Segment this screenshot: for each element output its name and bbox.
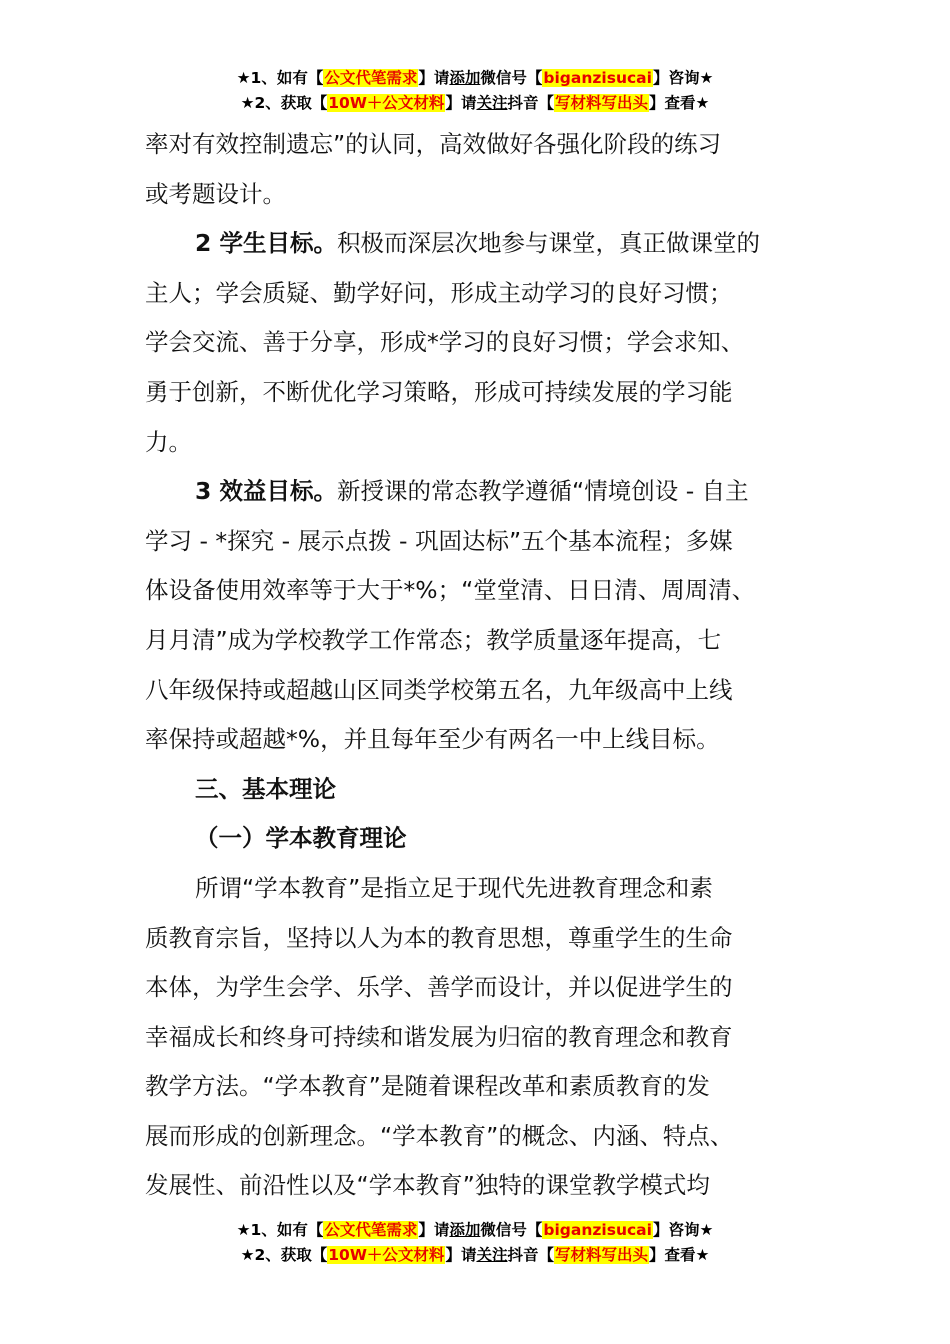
banner-highlight: 公文代笔需求 — [324, 69, 418, 87]
document-body — [145, 120, 810, 1211]
text-line: 发展性、前沿性以及“学本教育”独特的课堂教学模式均 — [145, 1171, 710, 1200]
banner-line-1 — [0, 1218, 950, 1243]
banner-text: 】咨询★ — [652, 69, 714, 87]
banner-text: ★2、获取【 — [240, 94, 328, 112]
text-line: 所谓“学本教育”是指立足于现代先进教育理念和素 — [195, 873, 713, 902]
banner-underline: 关注 — [476, 1246, 508, 1264]
text-line: 勇于创新，不断优化学习策略，形成可持续发展的学习能 — [145, 377, 733, 406]
text-line: 体设备使用效率等于大于*%；“堂堂清、日日清、周周清、 — [145, 576, 756, 605]
banner-text: 】请 — [418, 1221, 450, 1239]
banner-text: 】查看★ — [649, 94, 710, 112]
banner-highlight: 写材料写出头 — [554, 94, 648, 112]
banner-text: 微信号【 — [480, 69, 543, 87]
text-line: 八年级保持或超越山区同类学校第五名，九年级高中上线 — [145, 675, 733, 704]
text-line: 或考题设计。 — [145, 179, 286, 208]
banner-highlight: 公文代笔需求 — [324, 1221, 418, 1239]
banner-highlight: biganzisucai — [543, 1221, 652, 1239]
banner-line-1 — [0, 66, 950, 91]
bottom-banner — [0, 1218, 950, 1268]
banner-text: ★2、获取【 — [240, 1246, 328, 1264]
text-line: 月月清”成为学校教学工作常态；教学质量逐年提高，七 — [145, 625, 722, 654]
banner-highlight: 写材料写出头 — [554, 1246, 648, 1264]
banner-highlight: biganzisucai — [543, 69, 652, 87]
text-line — [145, 219, 810, 269]
heading-basic-theory: 三、基本理论 — [195, 774, 336, 803]
banner-line-2 — [0, 1243, 950, 1268]
banner-text: 抖音【 — [507, 94, 554, 112]
banner-text: 】请 — [418, 69, 450, 87]
banner-text: ★1、如有【 — [236, 69, 324, 87]
banner-line-2 — [0, 91, 950, 116]
banner-text: ★1、如有【 — [236, 1221, 324, 1239]
heading-xueben-theory: （一）学本教育理论 — [195, 824, 407, 853]
banner-highlight: 10W＋公文材料 — [328, 1246, 445, 1264]
top-banner — [0, 66, 950, 116]
text-line — [145, 467, 810, 517]
banner-text: 】咨询★ — [652, 1221, 714, 1239]
text-line: 率保持或超越*%，并且每年至少有两名一中上线目标。 — [145, 725, 720, 754]
banner-highlight: 10W＋公文材料 — [328, 94, 445, 112]
text-line: 展而形成的创新理念。“学本教育”的概念、内涵、特点、 — [145, 1121, 734, 1150]
banner-text: 微信号【 — [480, 1221, 543, 1239]
banner-text: 抖音【 — [507, 1246, 554, 1264]
text-line: 主人；学会质疑、勤学好问，形成主动学习的良好习惯； — [145, 278, 733, 307]
subsection-heading — [145, 814, 810, 864]
text-line: 幸福成长和终身可持续和谐发展为归宿的教育理念和教育 — [145, 1022, 733, 1051]
banner-text: 】查看★ — [649, 1246, 710, 1264]
paragraph-xueben-definition — [145, 864, 810, 1211]
paragraph-continuation — [145, 120, 810, 219]
banner-underline: 关注 — [476, 94, 508, 112]
text-line: 学会交流、善于分享，形成*学习的良好习惯；学会求知、 — [145, 328, 745, 357]
text-line: 教学方法。“学本教育”是随着课程改革和素质教育的发 — [145, 1072, 710, 1101]
text-run: 积极而深层次地参与课堂，真正做课堂的 — [337, 229, 761, 258]
paragraph-heading: 2 学生目标。 — [195, 229, 338, 258]
banner-text: 】请 — [445, 94, 477, 112]
banner-text: 】请 — [445, 1246, 477, 1264]
text-run: 新授课的常态教学遵循“情境创设 - 自主 — [337, 477, 749, 506]
text-line: 力。 — [145, 427, 192, 456]
text-line: 本体，为学生会学、乐学、善学而设计，并以促进学生的 — [145, 973, 733, 1002]
text-line: 质教育宗旨，坚持以人为本的教育思想，尊重学生的生命 — [145, 923, 733, 952]
text-line: 率对有效控制遗忘”的认同，高效做好各强化阶段的练习 — [145, 130, 722, 158]
paragraph-heading: 3 效益目标。 — [195, 477, 338, 506]
paragraph-student-goal — [145, 219, 810, 467]
paragraph-benefit-goal — [145, 467, 810, 765]
section-heading — [145, 765, 810, 815]
banner-underline: 添加 — [449, 69, 481, 87]
banner-underline: 添加 — [449, 1221, 481, 1239]
text-line: 学习 - *探究 - 展示点拨 - 巩固达标”五个基本流程；多媒 — [145, 526, 733, 555]
